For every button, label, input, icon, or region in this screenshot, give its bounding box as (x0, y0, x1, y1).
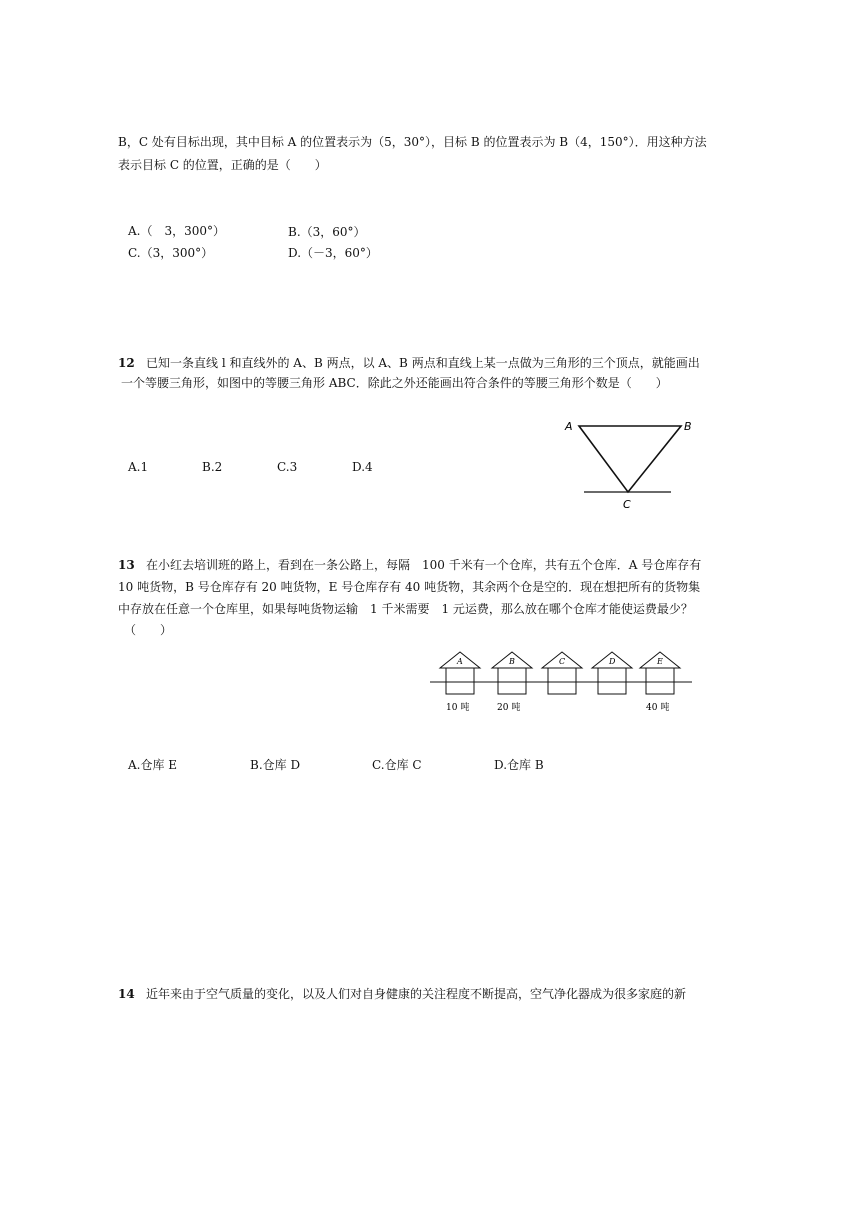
q12-stem-line1: 已知一条直线 l 和直线外的 A、B 两点，以 A、B 两点和直线上某一点做为三角形的三个顶点，就能画出 (146, 356, 700, 370)
warehouse-road-figure (430, 648, 695, 718)
q13-stem-line2: 10 吨货物，B 号仓库存有 20 吨货物，E 号仓库存有 40 吨货物，其余两个仓是空的．现在想把所有的货物集 (118, 580, 701, 594)
house-label-e: E (657, 657, 663, 666)
warehouse-c (542, 652, 582, 694)
q12-option-b: B.2 (202, 460, 223, 474)
q13-option-c: C.仓库 C (372, 758, 422, 772)
weight-label-a: 10 吨 (446, 703, 470, 713)
house-label-a: A (457, 657, 463, 666)
warehouse-e (640, 652, 680, 694)
q11-stem-line2: 表示目标 C 的位置，正确的是（ ） (118, 158, 327, 172)
house-label-c: C (559, 657, 566, 666)
label-c: C (623, 498, 631, 511)
label-b: B (684, 420, 692, 433)
warehouse-b (492, 652, 532, 694)
weight-label-b: 20 吨 (497, 703, 521, 713)
warehouse-d (592, 652, 632, 694)
q11-stem-line1: B，C 处有目标出现，其中目标 A 的位置表示为（5，30°），目标 B 的位置表示为 B（4，150°）．用这种方法 (118, 135, 707, 149)
q12-stem-line2: 一个等腰三角形，如图中的等腰三角形 ABC．除此之外还能画出符合条件的等腰三角形个数是（ ） (121, 376, 668, 390)
q13-stem-line3: 中存放在任意一个仓库里，如果每吨货物运输 1 千米需要 1 元运费，那么放在哪个仓库才能使运费最少？ (118, 602, 693, 616)
label-a: A (565, 420, 573, 433)
q13-stem-line4: （ ） (124, 623, 173, 637)
q11-option-a: A.（ 3，300°） (128, 224, 226, 238)
triangle-abc (579, 426, 681, 492)
house-label-d: D (609, 657, 616, 666)
q12-number: 12 (118, 356, 135, 370)
warehouse-a (440, 652, 480, 694)
isosceles-triangle-figure (560, 415, 700, 515)
q12-option-a: A.1 (128, 460, 149, 474)
q13-option-b: B.仓库 D (250, 758, 301, 772)
q13-stem-line1: 在小红去培训班的路上，看到在一条公路上，每隔 100 千米有一个仓库，共有五个仓库．A 号仓库存有 (146, 558, 702, 572)
q11-option-b: B.（3，60°） (288, 225, 366, 239)
q14-number: 14 (118, 987, 135, 1001)
q13-option-a: A.仓库 E (128, 758, 178, 772)
q13-option-d: D.仓库 B (494, 758, 544, 772)
q12-option-c: C.3 (277, 460, 298, 474)
q11-option-c: C.（3，300°） (128, 246, 214, 260)
q12-option-d: D.4 (352, 460, 373, 474)
q14-stem-line1: 近年来由于空气质量的变化，以及人们对自身健康的关注程度不断提高，空气净化器成为很多家庭的新 (146, 987, 687, 1001)
q11-option-d: D.（－3，60°） (288, 246, 378, 260)
weight-label-e: 40 吨 (646, 703, 670, 713)
house-label-b: B (509, 657, 515, 666)
q13-number: 13 (118, 558, 135, 572)
